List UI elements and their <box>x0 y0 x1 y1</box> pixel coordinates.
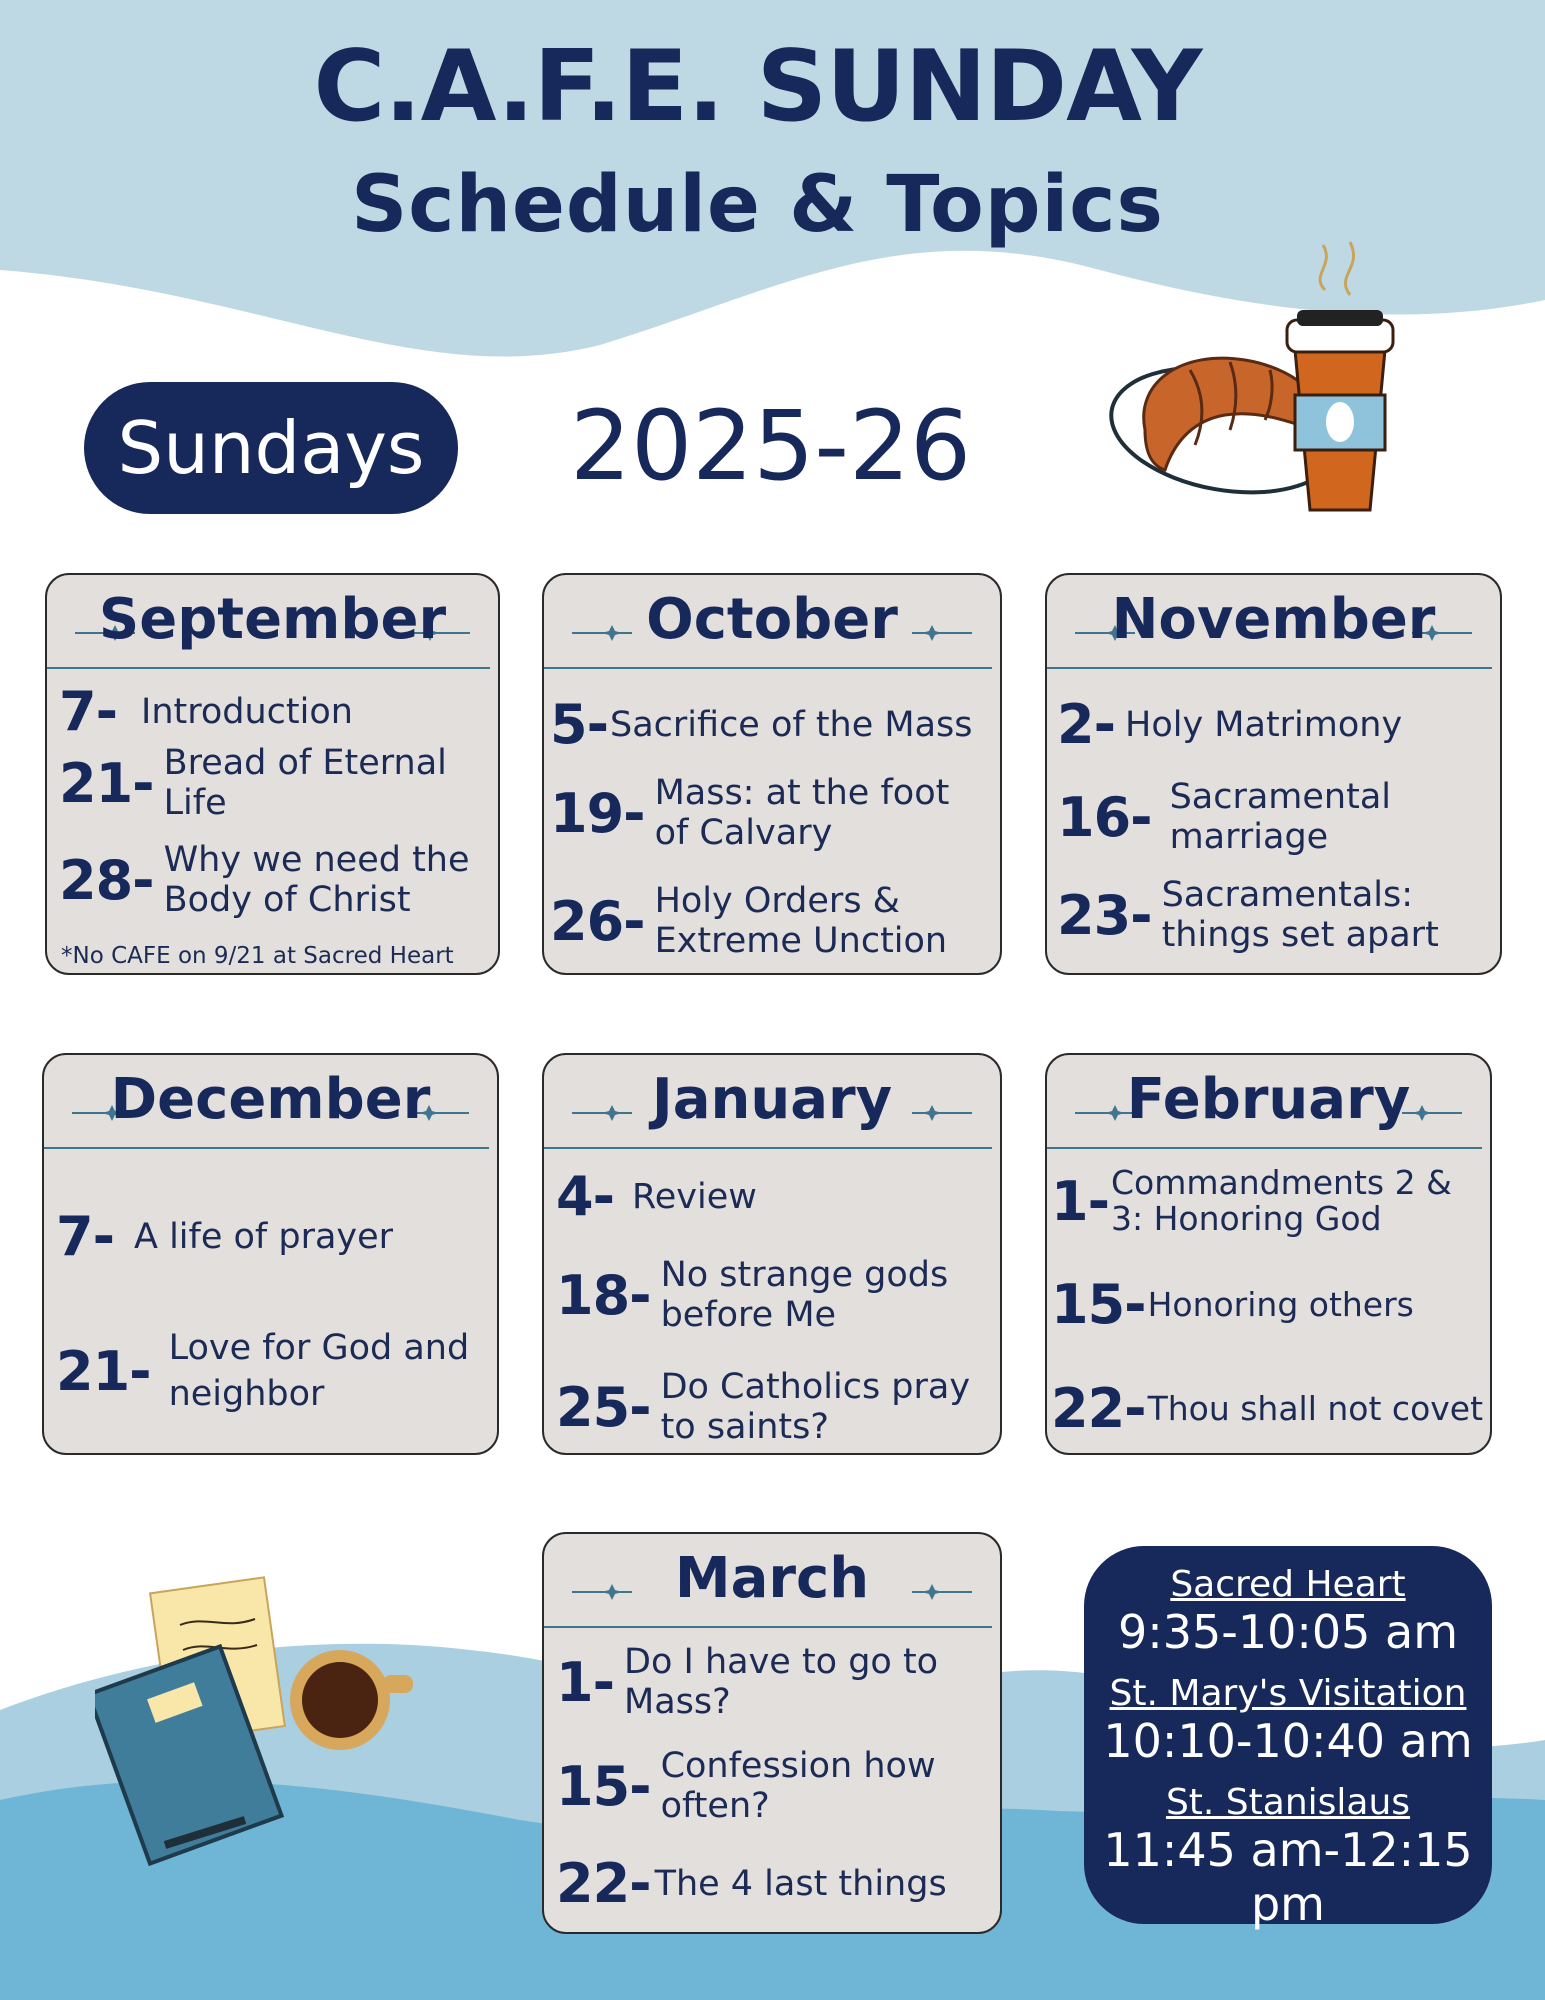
list-item: 15- Honoring others <box>1051 1273 1414 1336</box>
list-item: 16- Sacramental marriage <box>1057 777 1392 857</box>
location-time: 11:45 am-12:15 pm <box>1103 1823 1473 1931</box>
divider <box>1047 1147 1482 1149</box>
month-title: January <box>651 1067 893 1132</box>
divider <box>544 667 992 669</box>
location-name: St. Stanislaus <box>1165 1782 1411 1823</box>
list-item: 1- Do I have to go to Mass? <box>556 1642 939 1722</box>
month-card-march <box>542 1532 1002 1934</box>
list-item: 26- Holy Orders & Extreme Unction <box>550 881 948 961</box>
month-card-january <box>542 1053 1002 1455</box>
divider <box>1047 667 1492 669</box>
month-card-november <box>1045 573 1502 975</box>
list-item: 18- No strange gods before Me <box>556 1255 949 1335</box>
month-title: November <box>1111 587 1436 652</box>
month-title: December <box>110 1067 431 1132</box>
location-times-box <box>1084 1546 1492 1931</box>
list-item: 25- Do Catholics pray to saints? <box>556 1367 971 1447</box>
note-text: *No CAFE on 9/21 at Sacred Heart <box>61 943 454 969</box>
list-item: 1- Commandments 2 & 3: Honoring God <box>1051 1163 1452 1238</box>
list-item: 22- The 4 last things <box>556 1852 947 1915</box>
divider <box>47 667 490 669</box>
location-time: 10:10-10:40 am <box>1103 1714 1473 1768</box>
list-item: 21- Love for God and neighbor <box>56 1328 470 1414</box>
divider <box>44 1147 489 1149</box>
month-title: March <box>674 1546 870 1611</box>
month-title: February <box>1126 1067 1411 1132</box>
location-time: 9:35-10:05 am <box>1117 1605 1459 1659</box>
list-item: 21- Bread of Eternal Life <box>59 743 447 823</box>
year-label: 2025-26 <box>570 390 972 502</box>
month-title: September <box>98 587 447 652</box>
month-card-february <box>1045 1053 1492 1455</box>
list-item: 7- Introduction <box>59 680 353 743</box>
page-subtitle: Schedule & Topics <box>351 160 1164 250</box>
divider <box>544 1147 992 1149</box>
month-card-october <box>542 573 1002 975</box>
location-name: St. Mary's Visitation <box>1109 1673 1467 1714</box>
books-coffee-illustration <box>95 1575 425 1875</box>
list-item: 7- A life of prayer <box>56 1205 394 1268</box>
list-item: 4- Review <box>556 1165 757 1228</box>
list-item: 28- Why we need the Body of Christ <box>59 840 470 920</box>
divider <box>544 1626 992 1628</box>
list-item: 2- Holy Matrimony <box>1057 693 1403 756</box>
month-card-december <box>42 1053 499 1455</box>
month-title: October <box>646 587 898 652</box>
list-item: 19- Mass: at the foot of Calvary <box>550 773 950 853</box>
croissant-coffee-illustration <box>1095 230 1425 530</box>
list-item: 5- Sacrifice of the Mass <box>550 693 973 756</box>
coffee-mug-icon <box>290 1650 413 1750</box>
sundays-badge: Sundays <box>84 382 458 514</box>
location-name: Sacred Heart <box>1170 1564 1406 1605</box>
list-item: 15- Confession how often? <box>556 1746 936 1826</box>
list-item: 22- Thou shall not covet <box>1051 1377 1484 1440</box>
month-card-september <box>45 573 500 975</box>
list-item: 23- Sacramentals: things set apart <box>1057 875 1439 955</box>
page-title: C.A.F.E. SUNDAY <box>313 30 1202 144</box>
